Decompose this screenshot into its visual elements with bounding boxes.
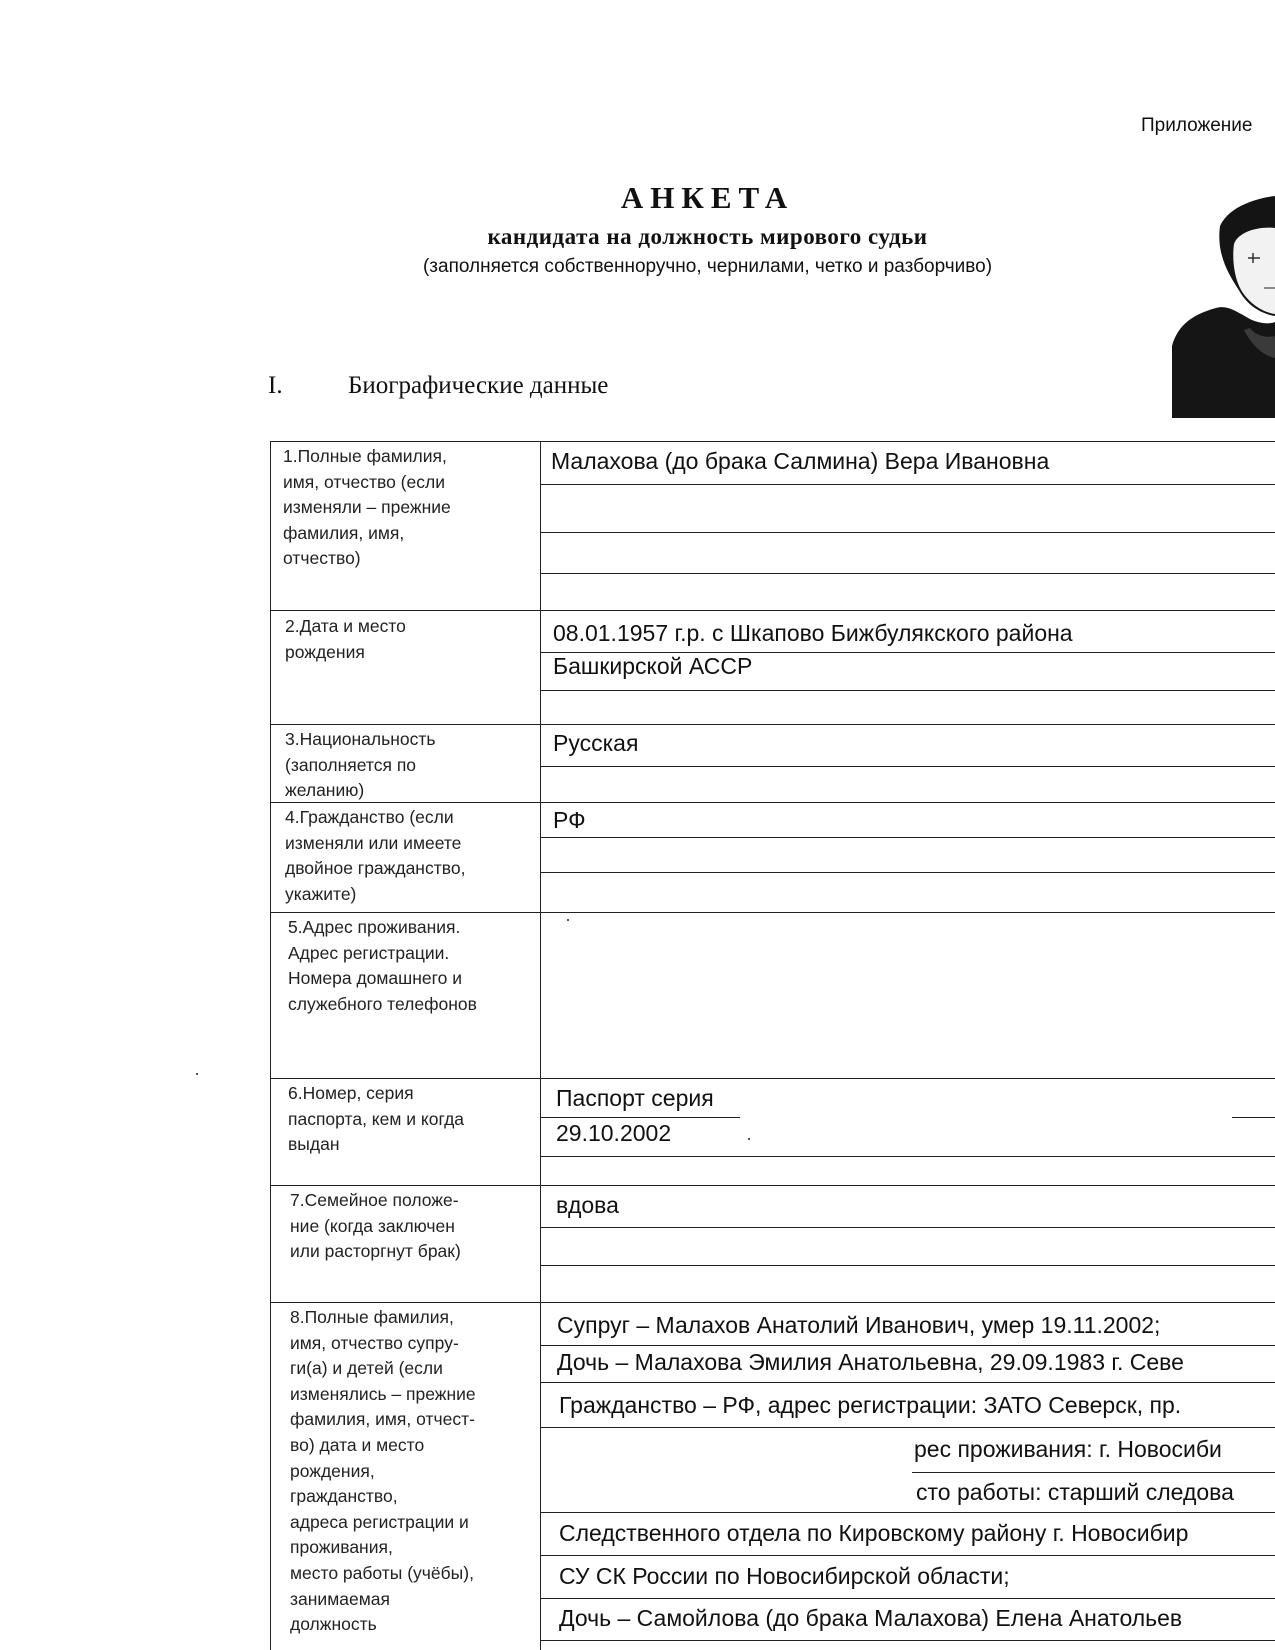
fill-line	[540, 573, 1275, 574]
row-divider	[270, 1302, 1275, 1303]
scan-speck	[748, 1138, 750, 1140]
label-citizenship: 4.Гражданство (если изменяли или имеете двойное гражданство, укажите)	[285, 807, 466, 904]
fill-line	[540, 1640, 1275, 1641]
value-nationality: Русская	[553, 730, 639, 756]
label-marital-status: 7.Семейное положе- ние (когда заключен или расторгнут брак)	[290, 1190, 461, 1262]
fill-line	[540, 1227, 1275, 1228]
fill-line	[540, 837, 1275, 838]
value-family-line: Следственного отдела по Кировскому району г. Новосибир	[559, 1520, 1189, 1546]
value-passport-series: Паспорт серия	[556, 1085, 714, 1111]
fill-line	[540, 532, 1275, 533]
label-passport: 6.Номер, серия паспорта, кем и когда выдан	[288, 1083, 465, 1155]
value-family-line: Супруг – Малахов Анатолий Иванович, умер 19.11.2002;	[557, 1312, 1161, 1338]
label-nationality: 3.Национальность (заполняется по желанию)	[285, 729, 436, 801]
section-title: Биографические данные	[348, 372, 609, 399]
candidate-photo	[1172, 196, 1275, 418]
scan-speck	[196, 1073, 198, 1075]
value-marital-status: вдова	[556, 1192, 619, 1218]
table-top-border	[270, 441, 1275, 442]
fill-line	[540, 1265, 1275, 1266]
column-divider	[540, 441, 541, 1650]
fill-instruction: (заполняется собственноручно, чернилами, четко и разборчиво)	[422, 256, 993, 277]
form-title: АНКЕТА	[620, 180, 795, 215]
value-birth-line-1: 08.01.1957 г.р. с Шкапово Бижбулякского района	[553, 620, 1073, 646]
value-family-line: сто работы: старший следова	[916, 1479, 1234, 1505]
scan-speck	[567, 919, 569, 921]
row-divider	[270, 1078, 1275, 1079]
row-divider	[270, 724, 1275, 725]
label-address: 5.Адрес проживания. Адрес регистрации. Номера домашнего и служебного телефонов	[288, 917, 477, 1014]
fill-line	[912, 1472, 1275, 1473]
value-family-line: СУ СК России по Новосибирской области;	[559, 1563, 1010, 1589]
fill-line	[540, 1427, 1275, 1428]
row-divider	[270, 912, 1275, 913]
label-full-name: 1.Полные фамилия, имя, отчество (если изменяли – прежние фамилия, имя, отчество)	[283, 446, 451, 569]
fill-line	[540, 1512, 1275, 1513]
value-family-line: Гражданство – РФ, адрес регистрации: ЗАТО Северск, пр.	[559, 1392, 1182, 1418]
table-left-border	[270, 441, 271, 1650]
value-birth-line-2: Башкирской АССР	[553, 653, 753, 679]
fill-line	[540, 1345, 1275, 1346]
fill-line	[1232, 1117, 1275, 1118]
row-divider	[270, 610, 1275, 611]
fill-line	[540, 1382, 1275, 1383]
section-number: I.	[268, 372, 283, 399]
value-passport-date: 29.10.2002	[556, 1120, 672, 1146]
value-family-line: Дочь – Малахова Эмилия Анатольевна, 29.09.1983 г. Севе	[557, 1349, 1184, 1375]
fill-line	[540, 766, 1275, 767]
appendix-label: Приложение	[1141, 115, 1253, 136]
fill-line	[540, 1156, 1275, 1157]
form-subtitle: кандидата на должность мирового судьи	[487, 224, 928, 249]
row-divider	[270, 1185, 1275, 1186]
value-citizenship: РФ	[553, 807, 586, 833]
value-full-name: Малахова (до брака Салмина) Вера Ивановна	[551, 448, 1050, 474]
fill-line	[540, 1117, 740, 1118]
fill-line	[540, 1555, 1275, 1556]
label-family: 8.Полные фамилия, имя, отчество супру- ги(а) и детей (если изменялись – прежние фамилия, имя, отчест- во) дата и место рождения, гражданство, адреса регистрации и проживания, место работы (учёбы), занимаемая должность	[290, 1307, 476, 1635]
label-birth: 2.Дата и место рождения	[285, 616, 406, 662]
fill-line	[540, 1598, 1275, 1599]
fill-line	[540, 484, 1275, 485]
value-family-line: Дочь – Самойлова (до брака Малахова) Елена Анатольев	[559, 1605, 1183, 1631]
value-family-line: рес проживания: г. Новосиби	[914, 1436, 1222, 1462]
fill-line	[540, 690, 1275, 691]
fill-line	[540, 872, 1275, 873]
